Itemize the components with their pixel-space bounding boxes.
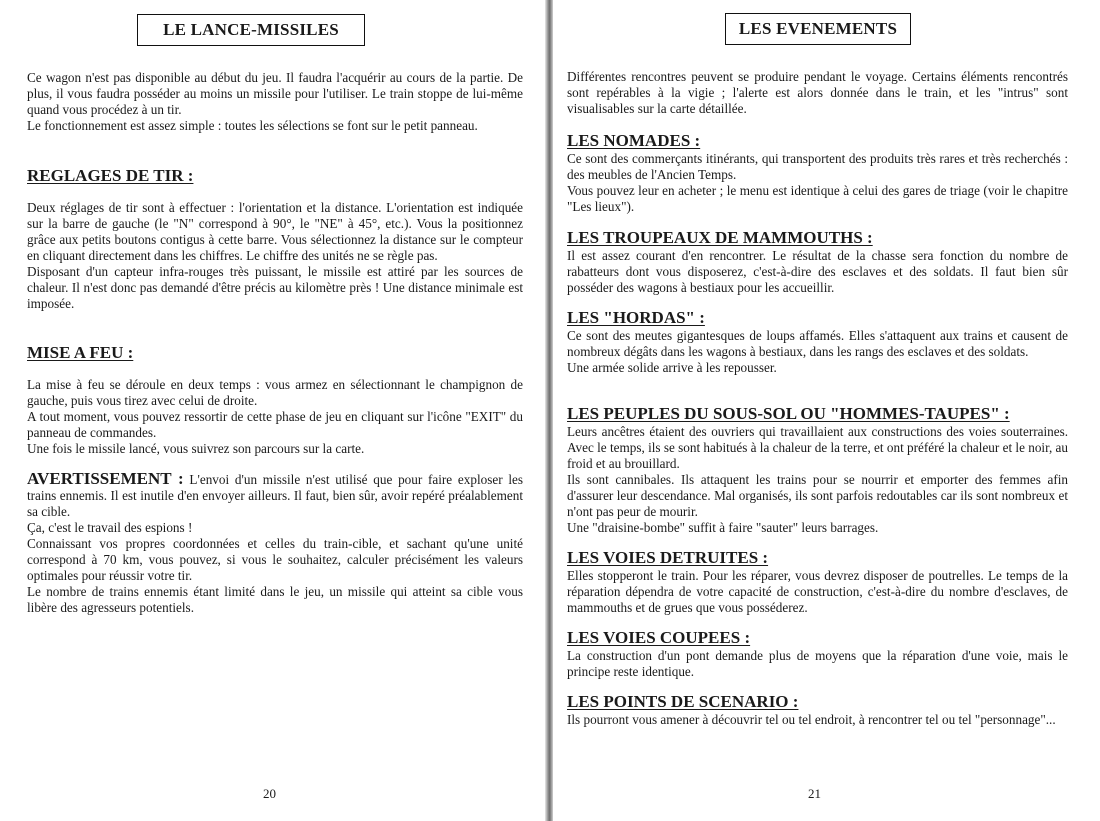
- section-paragraph: Vous pouvez leur en acheter ; le menu est identique à celui des gares de triage (voir le chapitre "Les lieux").: [567, 183, 1068, 214]
- intro-paragraph: Différentes rencontres peuvent se produire pendant le voyage. Certains éléments rencontrés sont repérables à la vigie ; l'alerte est alors donnée dans le train, et les "intrus" sont visualisables sur la carte détaillée.: [567, 69, 1068, 116]
- section-heading: AVERTISSEMENT :: [27, 469, 184, 488]
- section-paragraph: Une "draisine-bombe" suffit à faire "sauter" leurs barrages.: [567, 520, 879, 535]
- section-paragraph: Deux réglages de tir sont à effectuer : l'orientation et la distance. L'orientation est indiquée sur la barre de gauche (le "N" correspond à 90°, le "NE" à 45°, etc.). Vous la positionnez grâce aux petits boutons contigus à cette barre. Vous sélectionnez la distance sur le compteur en cliquant directement dans les chiffres. Le chiffre des unités ne se règle pas.: [27, 200, 523, 263]
- section-paragraph: Elles stopperont le train. Pour les réparer, vous devrez disposer de poutrelles. Le temps de la réparation dépendra de votre capacité de construction, c'est-à-dire du nombre d'esclaves, de mammouths et de grues que vous posséderez.: [567, 568, 1068, 615]
- section-heading: LES VOIES DETRUITES :: [567, 548, 769, 567]
- left-page-title: LE LANCE-MISSILES: [137, 14, 365, 46]
- section-voies-coupees: [567, 628, 1068, 680]
- section-heading: LES POINTS DE SCENARIO :: [567, 692, 799, 711]
- right-page-title: LES EVENEMENTS: [725, 13, 911, 45]
- left-page: [0, 0, 545, 821]
- right-page: [553, 0, 1100, 821]
- section-mammouths: [567, 228, 1068, 296]
- section-paragraph: Disposant d'un capteur infra-rouges très puissant, le missile est attiré par les sources de chaleur. Il n'est donc pas demandé d'être précis au kilomètre près ! Une distance minimale est imposée.: [27, 264, 523, 311]
- section-paragraph: La construction d'un pont demande plus de moyens que la réparation d'une voie, mais le principe reste identique.: [567, 648, 1068, 679]
- avertissement-text: L'envoi d'un missile n'est utilisé que pour faire exploser les trains ennemis. Il est inutile d'en envoyer ailleurs. Il faut, bien sûr, avoir repéré préalablement sa cible.: [27, 472, 523, 519]
- section-paragraph: Ça, c'est le travail des espions !: [27, 520, 193, 535]
- section-points-scenario: [567, 692, 1068, 728]
- right-intro: [567, 69, 1068, 117]
- section-paragraph: Le nombre de trains ennemis étant limité dans le jeu, un missile qui atteint sa cible vous libère des agresseurs potentiels.: [27, 584, 523, 615]
- section-heading: REGLAGES DE TIR :: [27, 166, 194, 185]
- page-number: 21: [808, 786, 821, 801]
- section-heading: LES TROUPEAUX DE MAMMOUTHS :: [567, 228, 873, 247]
- book-gutter: [545, 0, 553, 821]
- section-paragraph: Ce sont des meutes gigantesques de loups affamés. Elles s'attaquent aux trains et causent de nombreux dégâts dans les wagons à bestiaux, dans les rangs des esclaves et des soldats.: [567, 328, 1068, 359]
- avertissement-first-paragraph: [27, 471, 523, 520]
- section-heading: LES PEUPLES DU SOUS-SOL OU "HOMMES-TAUPES" :: [567, 404, 1010, 423]
- section-hommes-taupes: [567, 404, 1068, 536]
- section-paragraph: Ils sont cannibales. Ils attaquent les trains pour se nourrir et emporter des femmes afin d'assurer leur descendance. Mal organisés, ils sont parfois redoutables car ils sont nombreux et n'ont pas peur de mourir.: [567, 472, 1068, 519]
- section-paragraph: Leurs ancêtres étaient des ouvriers qui travaillaient aux constructions des voies souterraines. Avec le temps, ils se sont habitués à la chaleur de la terre, et ont préféré la chaleur et le noir, au froid et au brouillard.: [567, 424, 1068, 471]
- section-paragraph: Il est assez courant d'en rencontrer. Le résultat de la chasse sera fonction du nombre de rabatteurs dont vous disposerez, c'est-à-dire des esclaves et des soldats. Il faut bien sûr posséder des wagons à bestiaux pour les accueillir.: [567, 248, 1068, 295]
- section-mise-a-feu: [27, 343, 523, 457]
- left-intro: [27, 70, 523, 134]
- page-number: 20: [263, 786, 276, 801]
- section-paragraph: Une armée solide arrive à les repousser.: [567, 360, 777, 375]
- section-nomades: [567, 131, 1068, 215]
- section-heading: MISE A FEU :: [27, 343, 134, 362]
- section-paragraph: La mise à feu se déroule en deux temps : vous armez en sélectionnant le champignon de gauche, puis vous tirez avec celui de droite.: [27, 377, 523, 408]
- section-paragraph: Ce sont des commerçants itinérants, qui transportent des produits très rares et très recherchés : des meubles de l'Ancien Temps.: [567, 151, 1068, 182]
- section-heading: LES NOMADES :: [567, 131, 701, 150]
- section-reglages: [27, 166, 523, 312]
- section-heading: LES "HORDAS" :: [567, 308, 705, 327]
- section-paragraph: A tout moment, vous pouvez ressortir de cette phase de jeu en cliquant sur l'icône "EXIT" du panneau de commandes.: [27, 409, 523, 440]
- intro-paragraph: Le fonctionnement est assez simple : toutes les sélections se font sur le petit panneau.: [27, 118, 478, 133]
- intro-paragraph: Ce wagon n'est pas disponible au début du jeu. Il faudra l'acquérir au cours de la partie. De plus, il vous faudra posséder au moins un missile pour l'utiliser. Le train stoppe de lui-même quand vous procédez à un tir.: [27, 70, 523, 117]
- section-paragraph: Connaissant vos propres coordonnées et celles du train-cible, et sachant qu'une unité correspond à 70 km, vous pouvez, si vous le souhaitez, calculer précisément les valeurs optimales pour réussir votre tir.: [27, 536, 523, 583]
- section-paragraph: Ils pourront vous amener à découvrir tel ou tel endroit, à rencontrer tel ou tel "personnage"...: [567, 712, 1056, 727]
- section-avertissement: [27, 471, 523, 616]
- section-paragraph: Une fois le missile lancé, vous suivrez son parcours sur la carte.: [27, 441, 365, 456]
- section-heading: LES VOIES COUPEES :: [567, 628, 751, 647]
- section-hordas: [567, 308, 1068, 376]
- section-voies-detruites: [567, 548, 1068, 616]
